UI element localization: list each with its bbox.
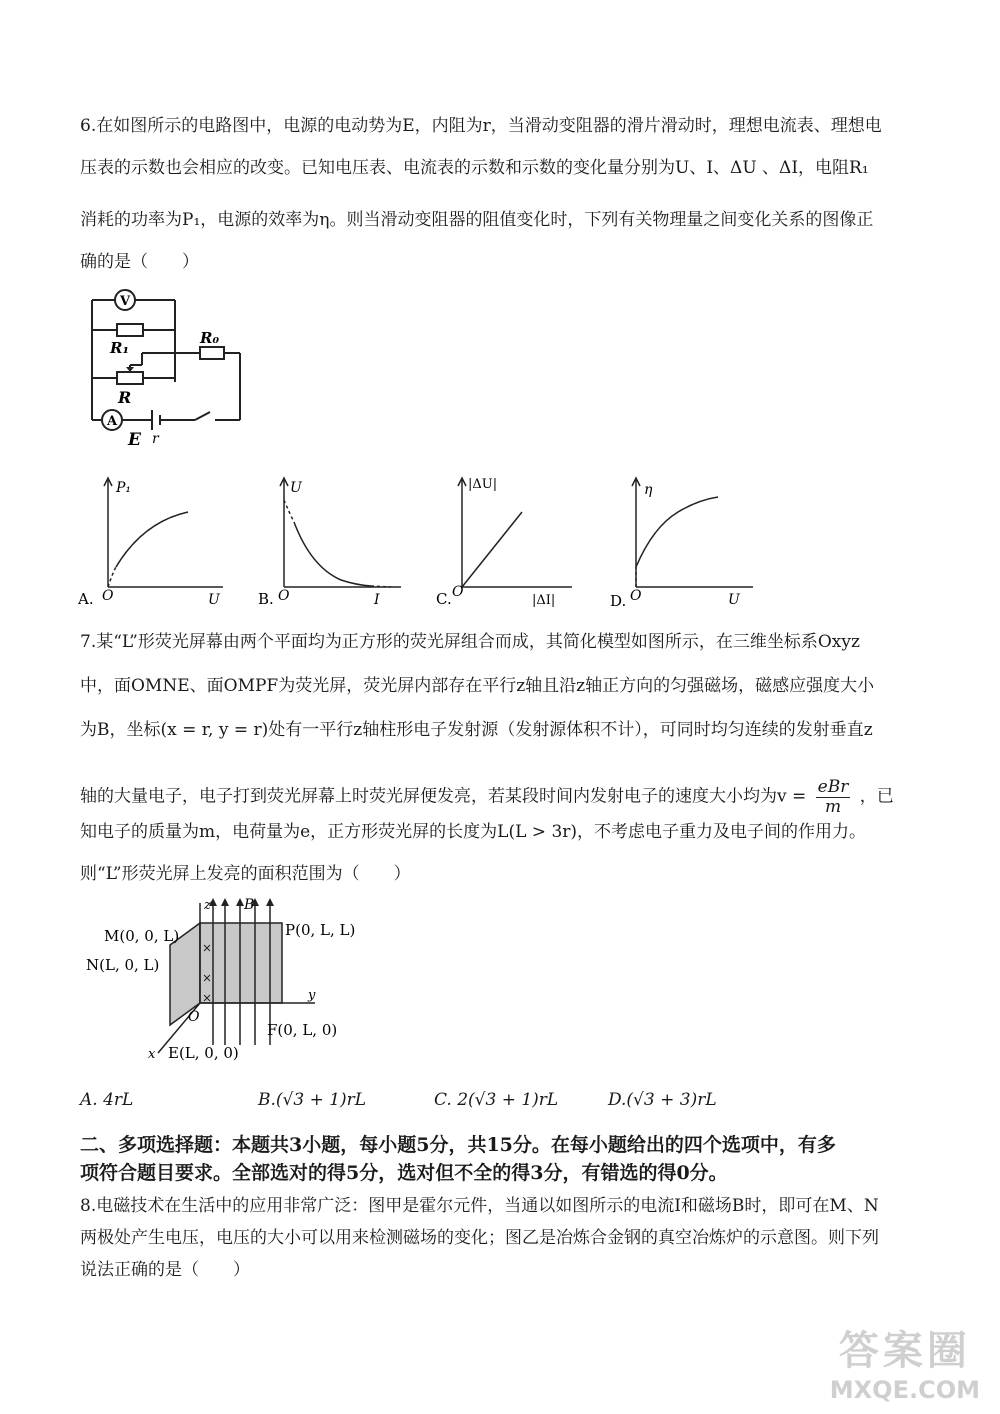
label-f: F(0, L, 0) — [267, 1021, 338, 1039]
graph-c-ylabel: |ΔU| — [468, 477, 498, 492]
q6-line-3: 消耗的功率为P₁，电源的效率为η。则当滑动变阻器的阻值变化时，下列有关物理量之间变化关系的图像正 — [80, 210, 874, 230]
q8-line-3: 说法正确的是（ ） — [80, 1260, 250, 1280]
circuit-diagram — [80, 285, 250, 445]
graph-d-xlabel: U — [728, 592, 740, 608]
velocity-fraction — [816, 778, 851, 816]
fraction-denominator: m — [824, 796, 842, 817]
q8-line-2: 两极处产生电压，电压的大小可以用来检测磁场的变化；图乙是冶炼合金钢的真空冶炼炉的示意图。则下列 — [80, 1228, 879, 1248]
q8-line-1: 8.电磁技术在生活中的应用非常广泛：图甲是霍尔元件，当通以如图所示的电流I和磁场B时，即可在M、N — [80, 1196, 879, 1216]
q7-line-4 — [80, 778, 930, 816]
q7-line-2: 中，面OMNE、面OMPF为荧光屏，荧光屏内部存在平行z轴且沿z轴正方向的匀强磁场，磁感应强度大小 — [80, 676, 875, 696]
watermark — [830, 1319, 980, 1404]
graph-b-option: B. — [258, 590, 274, 608]
graph-d-origin: O — [630, 588, 642, 604]
graph-a-option: A. — [78, 590, 94, 608]
voltmeter-label: V — [120, 294, 131, 309]
graph-a-origin: O — [102, 588, 114, 604]
q7-option-c: C. 2(√3 + 1)rL — [434, 1090, 559, 1110]
label-n: N(L, 0, L) — [86, 956, 160, 974]
q7-line-4-text: 轴的大量电子，电子打到荧光屏幕上时荧光屏便发亮，若某段时间内发射电子的速度大小均为v = — [80, 786, 807, 807]
emf-label: E — [128, 430, 141, 445]
q7-line-6: 则“L”形荧光屏上发亮的面积范围为（ ） — [80, 864, 411, 884]
r1-label: R₁ — [110, 339, 130, 357]
graph-b-xlabel: I — [374, 592, 380, 608]
q7-line-1: 7.某“L”形荧光屏幕由两个平面均为正方形的荧光屏组合而成，其简化模型如图所示，在三维坐标系Oxyz — [80, 632, 860, 652]
label-x: x — [148, 1047, 156, 1062]
q7-option-a: A. 4rL — [80, 1090, 134, 1110]
graph-b — [256, 472, 426, 612]
graph-d-ylabel: η — [644, 482, 653, 498]
watermark-url: MXQE.COM — [829, 1376, 980, 1404]
watermark-logo: 答案圈 — [838, 1327, 971, 1374]
graph-d-option: D. — [610, 592, 627, 610]
q6-line-1: 6.在如图所示的电路图中，电源的电动势为E，内阻为r，当滑动变阻器的滑片滑动时，理想电流表、理想电 — [80, 116, 882, 136]
graph-a-ylabel: P₁ — [116, 480, 132, 496]
q7-option-b: B.(√3 + 1)rL — [258, 1090, 367, 1110]
q7-line-5: 知电子的质量为m，电荷量为e，正方形荧光屏的长度为L(L > 3r)，不考虑电子重力及电子间的作用力。 — [80, 822, 867, 842]
q7-line-4-end: ，已 — [859, 786, 894, 807]
label-o: O — [188, 1009, 200, 1025]
section-2-line-2: 项符合题目要求。全部选对的得5分，选对但不全的得3分，有错选的得0分。 — [80, 1162, 728, 1184]
r-label: R — [118, 388, 132, 407]
graph-b-ylabel: U — [290, 480, 302, 496]
fraction-numerator: eBr — [817, 777, 849, 797]
r0-label: R₀ — [200, 329, 220, 347]
graph-a-xlabel: U — [208, 592, 220, 608]
label-p: P(0, L, L) — [285, 921, 356, 939]
label-e: E(L, 0, 0) — [168, 1044, 239, 1062]
q6-line-4: 确的是（ ） — [80, 252, 199, 272]
graph-c-xlabel: |ΔI| — [532, 593, 556, 608]
internal-resistance-label: r — [152, 431, 159, 445]
graph-a — [78, 472, 248, 612]
label-b: B — [244, 897, 255, 913]
label-m: M(0, 0, L) — [104, 927, 180, 945]
label-z: z — [204, 898, 211, 913]
graph-d — [608, 472, 778, 612]
q7-line-3: 为B，坐标(x = r, y = r)处有一平行z轴柱形电子发射源（发射源体积不计），可同时均匀连续的发射垂直z — [80, 720, 873, 740]
q6-line-2: 压表的示数也会相应的改变。已知电压表、电流表的示数和示数的变化量分别为U、I、ΔU 、ΔI，电阻R₁ — [80, 158, 869, 178]
label-y: y — [308, 988, 316, 1003]
ammeter-label: A — [107, 414, 118, 429]
q7-option-d: D.(√3 + 3)rL — [608, 1090, 717, 1110]
graph-c-option: C. — [436, 590, 452, 608]
section-2-line-1: 二、多项选择题：本题共3小题，每小题5分，共15分。在每小题给出的四个选项中，有多 — [80, 1134, 836, 1156]
graph-c-origin: O — [452, 584, 464, 600]
graph-b-origin: O — [278, 588, 290, 604]
graph-c — [432, 472, 602, 612]
screen-3d-figure — [80, 895, 380, 1070]
